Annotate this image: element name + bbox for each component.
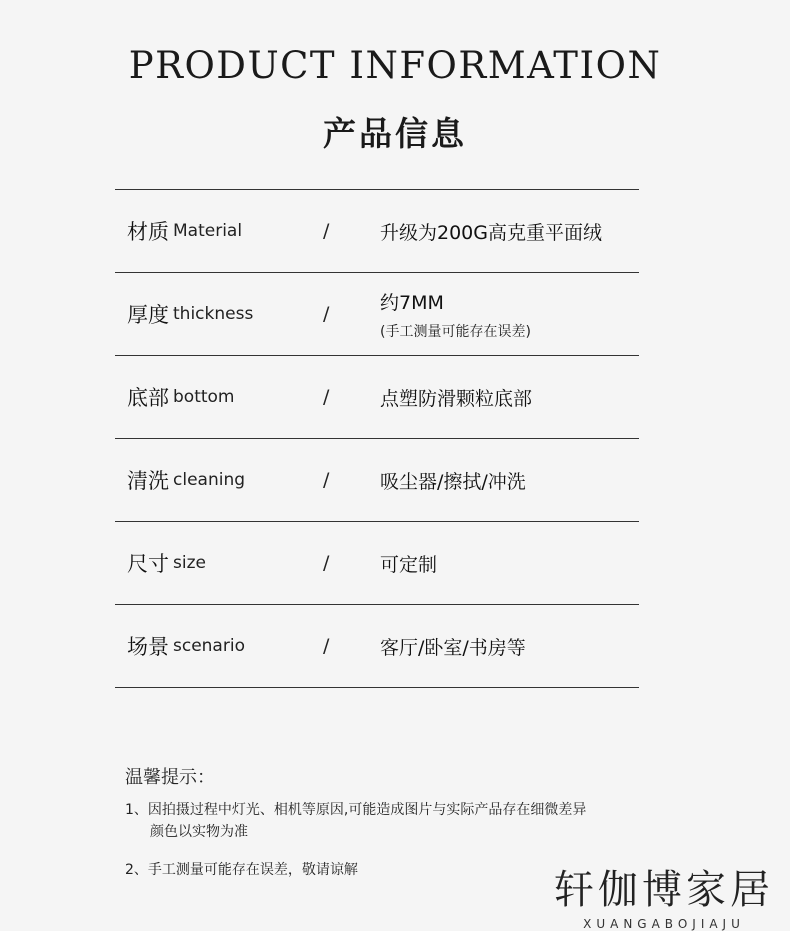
- spec-value: [380, 190, 602, 272]
- spec-label: [127, 439, 245, 521]
- spec-label: [127, 273, 253, 355]
- brand-name-cn: 轩伽博家居: [554, 867, 774, 913]
- spec-separator: /: [323, 303, 330, 325]
- spec-row-size: [115, 522, 639, 605]
- spec-value: [380, 273, 531, 355]
- spec-label-en: size: [173, 553, 206, 573]
- page-title-cn: 产品信息: [323, 114, 467, 153]
- spec-value: [380, 522, 437, 604]
- page-title-en: PRODUCT INFORMATION: [128, 44, 662, 87]
- spec-value: [380, 439, 526, 521]
- spec-value-main: 客厅/卧室/书房等: [380, 636, 526, 659]
- spec-row-cleaning: [115, 439, 639, 522]
- spec-value: [380, 356, 532, 438]
- spec-separator: /: [323, 552, 330, 574]
- spec-label-cn: 厚度: [127, 303, 169, 327]
- spec-label: [127, 356, 234, 438]
- brand-name-en: XUANGABOJIAJU: [583, 917, 745, 931]
- spec-label-cn: 底部: [127, 386, 169, 410]
- spec-row-bottom: [115, 356, 639, 439]
- note-item-2: 2、手工测量可能存在误差，敬请谅解: [125, 862, 358, 878]
- spec-label-en: thickness: [173, 304, 254, 324]
- spec-label-cn: 清洗: [127, 469, 169, 493]
- note-item-1-continued: 颜色以实物为准: [150, 824, 248, 840]
- brand-logo: [554, 858, 774, 931]
- spec-label-cn: 材质: [127, 220, 169, 244]
- spec-label-en: bottom: [173, 387, 235, 407]
- spec-table: [115, 189, 639, 688]
- spec-separator: /: [323, 386, 330, 408]
- spec-value-main: 可定制: [380, 553, 438, 576]
- spec-label-cn: 场景: [127, 635, 169, 659]
- spec-value-main: 点塑防滑颗粒底部: [380, 387, 533, 410]
- spec-label: [127, 522, 206, 604]
- spec-value-main: 约7MM: [380, 291, 444, 314]
- spec-value-main: 吸尘器/擦拭/冲洗: [380, 470, 526, 493]
- spec-label: [127, 190, 242, 272]
- spec-value: [380, 605, 526, 687]
- spec-separator: /: [323, 220, 330, 242]
- note-item-1: 1、因拍摄过程中灯光、相机等原因,可能造成图片与实际产品存在细微差异: [125, 802, 587, 818]
- spec-label-en: scenario: [173, 636, 245, 656]
- notes-heading: 温馨提示：: [125, 767, 215, 788]
- spec-value-main: 升级为200G高克重平面绒: [380, 221, 602, 244]
- spec-separator: /: [323, 469, 330, 491]
- spec-label-cn: 尺寸: [127, 552, 169, 576]
- spec-value-note: (手工测量可能存在误差): [380, 323, 531, 340]
- spec-separator: /: [323, 635, 330, 657]
- spec-row-scenario: [115, 605, 639, 688]
- spec-row-thickness: [115, 273, 639, 356]
- spec-label-en: cleaning: [173, 470, 246, 490]
- spec-label: [127, 605, 245, 687]
- spec-row-material: [115, 190, 639, 273]
- spec-label-en: Material: [173, 221, 243, 241]
